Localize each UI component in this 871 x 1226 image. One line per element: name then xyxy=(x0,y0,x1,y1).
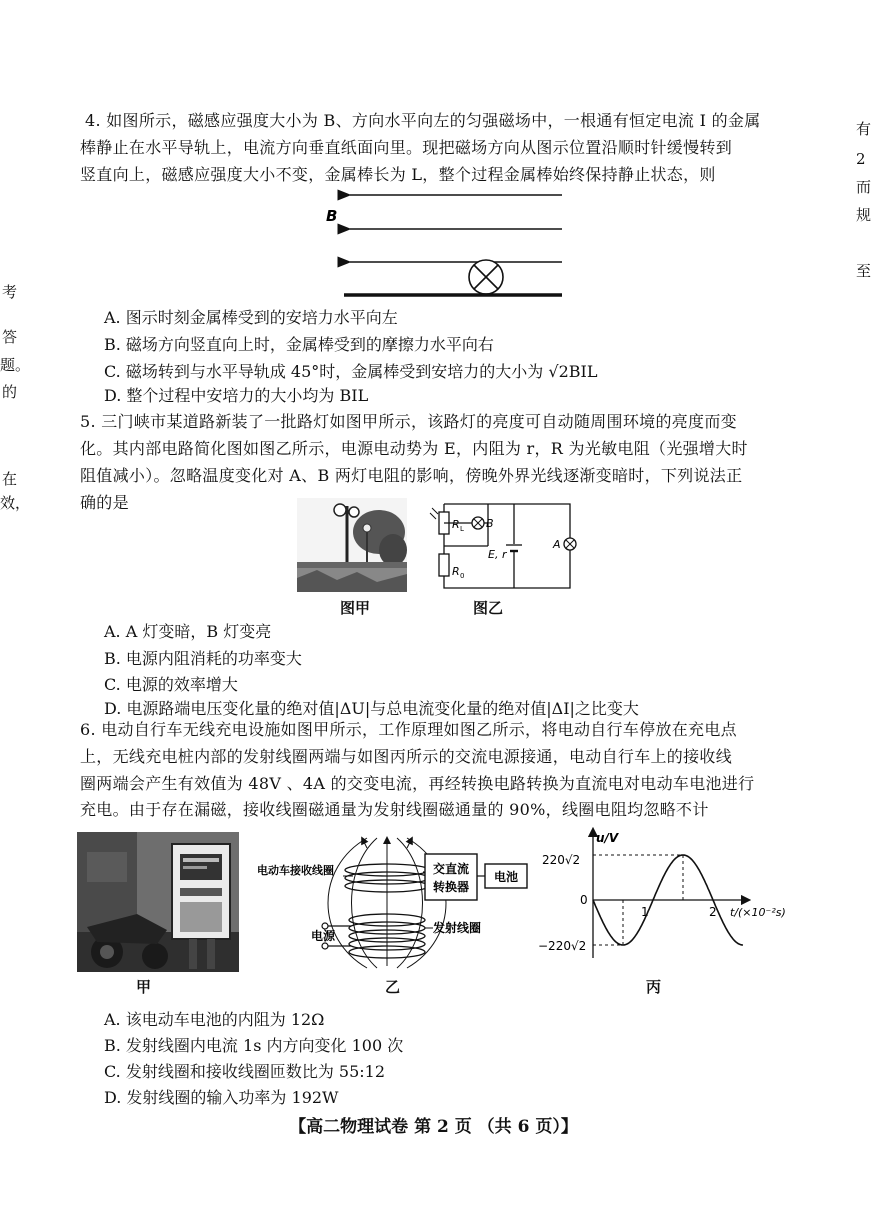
q6-option-c: C. 发射线圈和接收线圈匝数比为 55:12 xyxy=(104,1062,386,1081)
margin-char: 题。 xyxy=(0,356,31,374)
margin-char: 考 xyxy=(2,283,18,301)
q4-stem-line: 棒静止在水平导轨上，电流方向垂直纸面向里。现把磁场方向从图示位置沿顺时针缓慢转到 xyxy=(80,138,733,157)
q4-option-a: A. 图示时刻金属棒受到的安培力水平向左 xyxy=(104,308,398,327)
q5-stem-line: 确的是 xyxy=(80,493,129,512)
r0-sub: 0 xyxy=(460,572,465,580)
x-tick-label: 1 xyxy=(641,905,649,919)
converter-label-2: 转换器 xyxy=(432,880,470,894)
q5-option-d: D. 电源路端电压变化量的绝对值|ΔU|与总电流变化量的绝对值|ΔI|之比变大 xyxy=(104,699,639,718)
q4-stem-line: 4. 如图所示，磁感应强度大小为 B、方向水平向左的匀强磁场中，一根通有恒定电流 I 的金属 xyxy=(85,111,761,130)
q4-option-d: D. 整个过程中安培力的大小均为 BIL xyxy=(104,386,369,405)
lamp-a-label: A xyxy=(553,538,561,551)
q5-stem-line: 5. 三门峡市某道路新装了一批路灯如图甲所示，该路灯的亮度可自动随周围环境的亮度而变 xyxy=(80,412,737,431)
q5-option-b: B. 电源内阻消耗的功率变大 xyxy=(104,649,302,668)
q5-circuit-diagram xyxy=(430,498,580,598)
q4-option-b: B. 磁场方向竖直向上时，金属棒受到的摩擦力水平向右 xyxy=(104,335,494,354)
y-tick-label: 220√2 xyxy=(542,853,581,867)
q6-option-a: A. 该电动车电池的内阻为 12Ω xyxy=(104,1010,325,1029)
margin-char: 答 xyxy=(2,328,18,346)
margin-char: 的 xyxy=(2,383,18,401)
send-coil-label: 发射线圈 xyxy=(433,921,482,935)
q4-option-c: C. 磁场转到与水平导轨成 45°时，金属棒受到安培力的大小为 √2BIL xyxy=(104,362,598,381)
street-lamp-photo xyxy=(297,498,407,592)
x-tick-label: 2 xyxy=(709,905,717,919)
converter-label-1: 交直流 xyxy=(432,862,470,876)
margin-char: 规 xyxy=(856,206,871,224)
lamp-b-label: B xyxy=(486,517,494,530)
r0-label: R xyxy=(452,565,460,578)
y-axis-label: u/V xyxy=(596,831,619,845)
figure-caption-yi-6: 乙 xyxy=(385,978,401,996)
q4-magnetic-field-figure xyxy=(320,185,570,300)
figure-caption-yi: 图乙 xyxy=(473,599,504,617)
q6-stem-line: 6. 电动自行车无线充电设施如图甲所示，工作原理如图乙所示，将电动自行车停放在充电点 xyxy=(80,720,737,739)
charging-station-photo xyxy=(77,832,239,972)
q5-option-a: A. A 灯变暗，B 灯变亮 xyxy=(104,622,272,641)
q5-option-c: C. 电源的效率增大 xyxy=(104,675,238,694)
receive-coil-label: 电动车接收线圈 xyxy=(257,864,334,877)
margin-char: 至 xyxy=(856,262,871,280)
q6-stem-line: 充电。由于存在漏磁，接收线圈磁通量为发射线圈磁通量的 90%，线圈电阻均忽略不计 xyxy=(80,800,709,819)
x-axis-label: t/(×10⁻²s) xyxy=(730,906,786,919)
field-label: B xyxy=(326,207,338,225)
q6-stem-line: 圈两端会产生有效值为 48V 、4A 的交变电流，再经转换电路转换为直流电对电动车电池进行 xyxy=(80,774,755,793)
margin-char: 2 xyxy=(856,150,866,168)
battery-label: 电池 xyxy=(493,870,519,884)
figure-caption-jia-6: 甲 xyxy=(136,978,152,996)
y-tick-label: 0 xyxy=(580,893,588,907)
wireless-charging-diagram xyxy=(255,838,535,970)
q6-stem-line: 上，无线充电桩内部的发射线圈两端与如图丙所示的交流电源接通，电动自行车上的接收线 xyxy=(80,747,733,766)
rl-label: R xyxy=(452,518,460,531)
source-label: E, r xyxy=(488,548,507,561)
figure-caption-jia: 图甲 xyxy=(340,599,371,617)
q5-stem-line: 化。其内部电路简化图如图乙所示，电源电动势为 E，内阻为 r，R 为光敏电阻（光强增大时 xyxy=(80,439,748,458)
rl-sub: L xyxy=(460,525,464,533)
margin-char: 效， xyxy=(0,494,31,512)
margin-char: 在 xyxy=(2,470,18,488)
figure-caption-bing: 丙 xyxy=(646,978,662,996)
q6-option-b: B. 发射线圈内电流 1s 内方向变化 100 次 xyxy=(104,1036,404,1055)
page-footer: 【高二物理试卷 第 2 页 （共 6 页）】 xyxy=(289,1117,578,1137)
margin-char: 有 xyxy=(856,120,871,138)
q6-option-d: D. 发射线圈的输入功率为 192W xyxy=(104,1088,339,1107)
margin-char: 而 xyxy=(856,178,871,196)
source-terminal-label: 电源 xyxy=(311,929,336,943)
q5-stem-line: 阻值减小）。忽略温度变化对 A、B 两灯电阻的影响，傍晚外界光线逐渐变暗时，下列说法正 xyxy=(80,466,743,485)
voltage-time-chart xyxy=(538,828,798,964)
q4-stem-line: 竖直向上，磁感应强度大小不变，金属棒长为 L，整个过程金属棒始终保持静止状态，则 xyxy=(80,165,716,184)
y-tick-label: −220√2 xyxy=(538,939,587,953)
